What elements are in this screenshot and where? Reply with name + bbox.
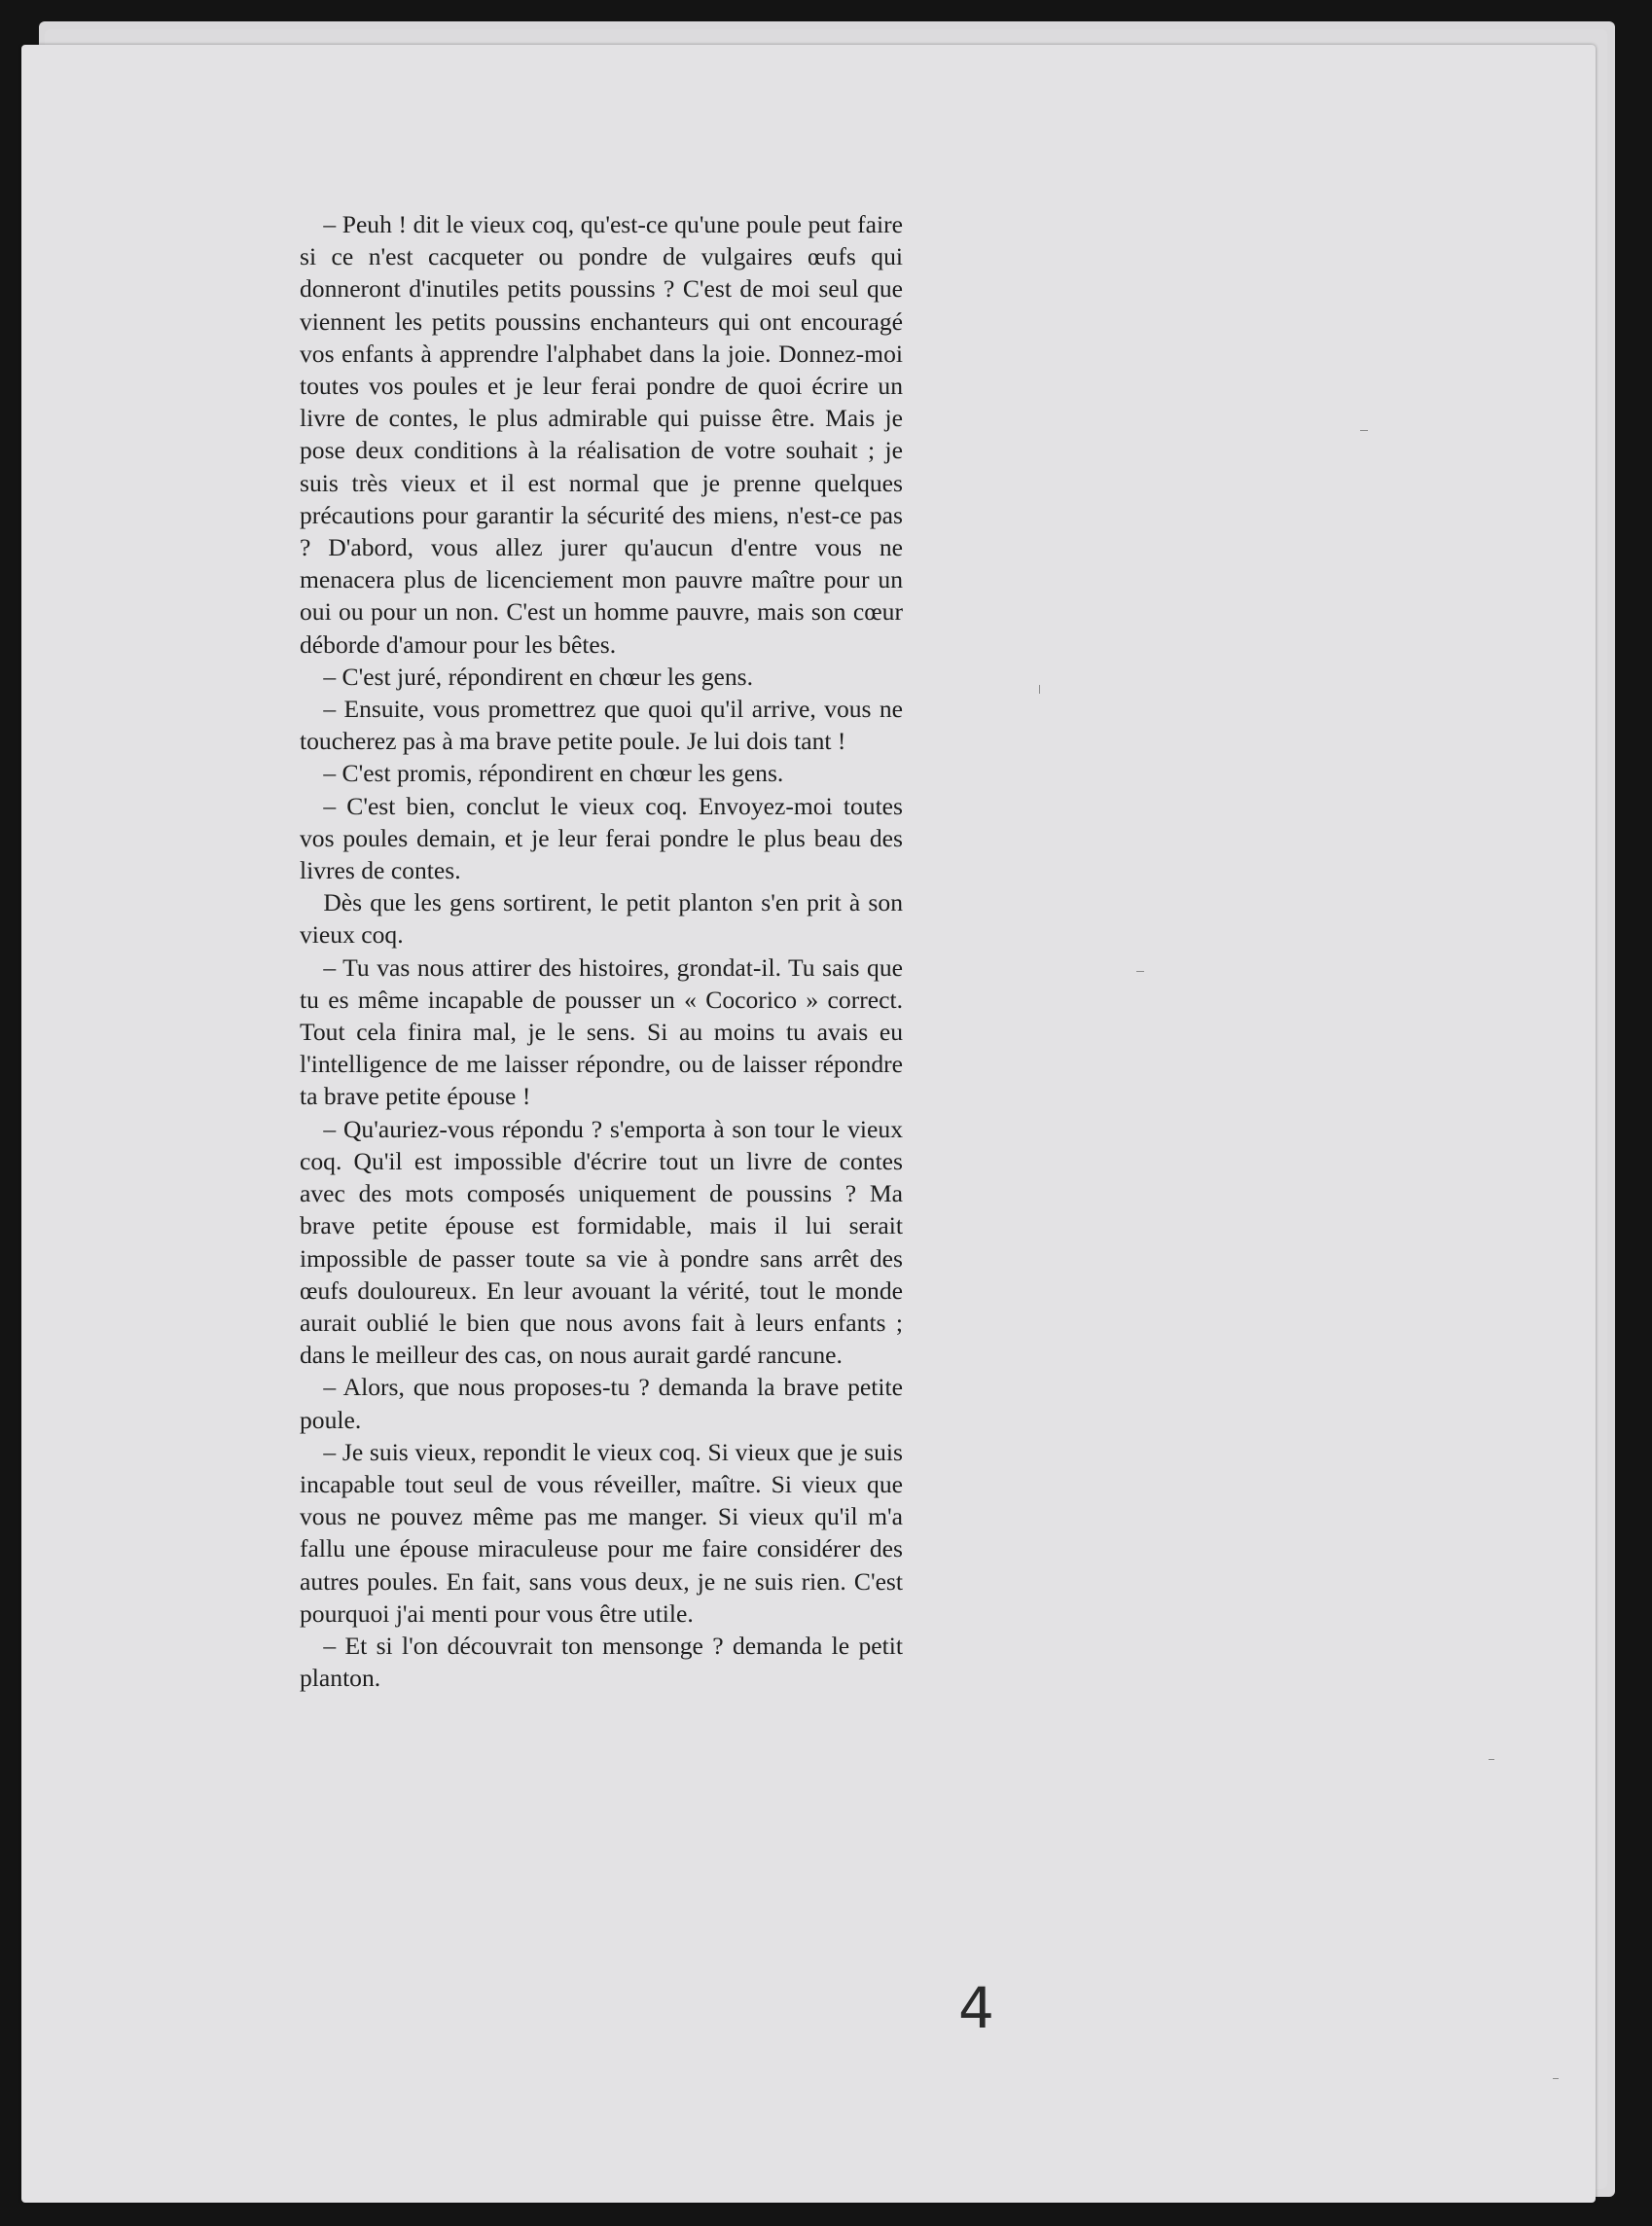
paragraph: – Qu'auriez-vous répondu ? s'emporta à son tour le vieux coq. Qu'il est impossible d'écrire tout un livre de contes avec des mots composés uniquement de poussins ? Ma brave petite épouse est formidable, mais il lui serait impossible de passer toute sa vie à pondre sans arrêt des œufs douloureux. En leur avouant la vérité, tout le monde aurait oublié le bien que nous avons fait à leurs enfants ; dans le meilleur des cas, on nous aurait gardé rancune. [300, 1114, 903, 1370]
paper-speck [1136, 971, 1144, 972]
paragraph: – C'est bien, conclut le vieux coq. Envoyez-moi toutes vos poules demain, et je leur ferai pondre le plus beau des livres de contes. [300, 791, 903, 885]
paragraph: – Alors, que nous proposes-tu ? demanda la brave petite poule. [300, 1373, 903, 1434]
paper-speck [1489, 1759, 1494, 1760]
paper-speck [1360, 430, 1368, 431]
paragraph: – Peuh ! dit le vieux coq, qu'est-ce qu'une poule peut faire si ce n'est cacqueter ou pondre de vulgaires œufs qui donneront d'inutiles petits poussins ? C'est de moi seul que viennent les petits poussins enchanteurs qui ont encouragé vos enfants à apprendre l'alphabet dans la joie. Donnez-moi toutes vos poules et je leur ferai pondre de quoi écrire un livre de contes, le plus admirable qui puisse être. Mais je pose deux conditions à la réalisation de votre souhait ; je suis très vieux et il est normal que je prenne quelques précautions pour garantir la sécurité des miens, n'est-ce pas ? D'abord, vous allez jurer qu'aucun d'entre vous ne menacera plus de licenciement mon pauvre maître pour un oui ou pour un non. C'est un homme pauvre, mais son cœur déborde d'amour pour les bêtes. [300, 210, 903, 659]
paper-speck [1039, 685, 1040, 694]
paragraph: – Tu vas nous attirer des histoires, grondat-il. Tu sais que tu es même incapable de pousser un « Cocorico » correct. Tout cela finira mal, je le sens. Si au moins tu avais eu l'intelligence de me laisser répondre, ou de laisser répondre ta brave petite épouse ! [300, 952, 903, 1111]
body-text [300, 208, 903, 1694]
paragraph: – C'est juré, répondirent en chœur les gens. [323, 662, 754, 691]
paragraph: – Je suis vieux, repondit le vieux coq. Si vieux que je suis incapable tout seul de vous réveiller, maître. Si vieux que vous ne pouvez même pas me manger. Si vieux qu'il m'a fallu une épouse miraculeuse pour me faire considérer des autres poules. En fait, sans vous deux, je ne suis rien. C'est pourquoi j'ai menti pour vous être utile. [300, 1437, 903, 1628]
paragraph: Dès que les gens sortirent, le petit planton s'en prit à son vieux coq. [300, 888, 903, 950]
paragraph: – Et si l'on découvrait ton mensonge ? demanda le petit planton. [300, 1631, 903, 1693]
paper-speck [1553, 2078, 1559, 2079]
paragraph: – Ensuite, vous promettrez que quoi qu'il arrive, vous ne toucherez pas à ma brave petite poule. Je lui dois tant ! [300, 695, 903, 756]
paragraph: – C'est promis, répondirent en chœur les gens. [323, 759, 784, 788]
handwritten-page-number: 4 [958, 1975, 994, 2041]
